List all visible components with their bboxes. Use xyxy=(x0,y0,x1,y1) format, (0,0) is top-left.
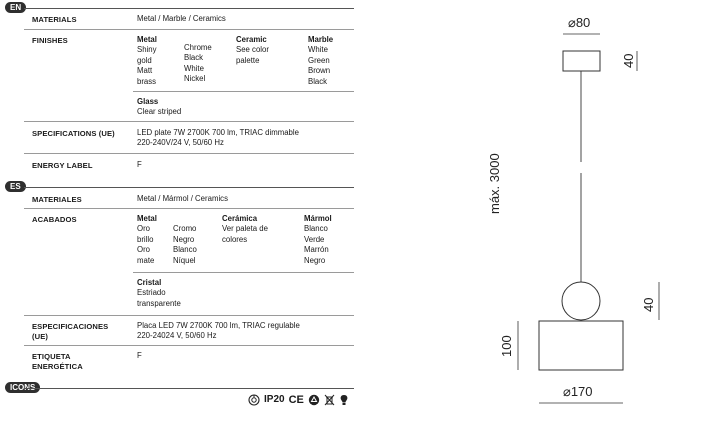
finish-marble-heading: Marble xyxy=(308,35,334,44)
finish-metal-group xyxy=(137,214,157,266)
finish-ceramic-heading: Ceramic xyxy=(236,35,267,44)
finish-item: brillo xyxy=(137,234,154,244)
finishes-label: FINISHES xyxy=(32,36,68,45)
finish-item: Brown xyxy=(308,66,331,76)
finish-metal-heading: Metal xyxy=(137,35,157,44)
finish-item: Negro xyxy=(173,234,195,244)
language-tag-en: EN xyxy=(5,2,26,13)
finish-marble-group xyxy=(308,35,333,87)
divider xyxy=(133,272,354,273)
finish-glass-heading: Glass xyxy=(137,97,159,106)
specs-label: SPECIFICATIONS (UE) xyxy=(32,129,115,138)
divider xyxy=(24,29,354,30)
cable-length-label: máx. 3000 xyxy=(487,153,502,214)
finish-item: mate xyxy=(137,255,155,265)
ce-mark-icon: CE xyxy=(288,394,304,406)
materiales-value: Metal / Mármol / Ceramics xyxy=(137,194,228,203)
shade-height-label: 100 xyxy=(499,335,514,357)
finish-glass-group xyxy=(137,97,181,118)
specs-line: 220-240V/24 V, 50/60 Hz xyxy=(137,138,224,148)
finish-item: White xyxy=(184,63,204,73)
specs-value xyxy=(137,321,300,342)
divider xyxy=(24,8,354,9)
finish-item: Negro xyxy=(304,255,326,265)
divider xyxy=(24,315,354,316)
language-tag-es: ES xyxy=(5,181,26,192)
specs-value xyxy=(137,128,299,149)
finish-marble-heading: Mármol xyxy=(304,214,332,223)
finish-metal-group xyxy=(137,35,157,87)
finish-item: palette xyxy=(236,55,260,65)
divider xyxy=(24,187,354,188)
finish-item: Estriado xyxy=(137,288,166,298)
finish-item: Blanco xyxy=(173,245,197,255)
finish-item: gold xyxy=(137,55,152,65)
finish-item: brass xyxy=(137,76,157,86)
label-line: ESPECIFICACIONES xyxy=(32,322,109,331)
especificaciones-label xyxy=(32,322,108,341)
specs-line: 220-24024 V, 50/60 Hz xyxy=(137,331,217,341)
marble-sphere xyxy=(562,282,600,320)
label-line: ETIQUETA xyxy=(32,352,71,361)
finish-item: Chrome xyxy=(184,43,212,52)
certification-icons xyxy=(248,394,349,406)
finish-item: Cromo xyxy=(173,224,197,234)
finish-item: Blanco xyxy=(304,224,328,234)
etiqueta-label xyxy=(32,352,83,371)
shade-diameter-label: ⌀170 xyxy=(563,384,593,399)
finish-item: Ver paleta de xyxy=(222,224,268,234)
finish-item: Oro xyxy=(137,245,150,255)
finish-item: transparente xyxy=(137,298,181,308)
finish-ceramic-heading: Cerámica xyxy=(222,214,258,223)
ip20-icon: IP20 xyxy=(264,394,285,405)
finish-metal-col2 xyxy=(173,224,197,266)
finish-item: See color xyxy=(236,45,269,55)
label-line: (UE) xyxy=(32,331,49,341)
finish-item: Níquel xyxy=(173,255,196,265)
recycling-icon xyxy=(308,394,320,406)
canopy xyxy=(563,51,600,71)
sphere-height-label: 40 xyxy=(641,297,656,312)
finish-marble-group xyxy=(304,214,332,266)
specs-line: Placa LED 7W 2700K 700 lm, TRIAC regulable xyxy=(137,321,300,330)
finish-item: Matt xyxy=(137,66,153,76)
finish-glass-heading: Cristal xyxy=(137,278,162,287)
materiales-label: MATERIALES xyxy=(32,195,82,204)
lamp-shade xyxy=(539,321,623,370)
divider xyxy=(24,121,354,122)
finish-item: Marrón xyxy=(304,245,329,255)
finish-item: Black xyxy=(184,53,204,63)
finish-item: Verde xyxy=(304,234,325,244)
energy-value: F xyxy=(137,351,142,360)
finish-metal-col2 xyxy=(184,43,212,85)
finish-item: colores xyxy=(222,234,248,244)
weee-bin-icon xyxy=(324,394,335,406)
divider xyxy=(24,153,354,154)
energy-label: ENERGY LABEL xyxy=(32,161,93,170)
finish-glass-group xyxy=(137,278,181,309)
divider xyxy=(24,388,354,389)
finish-item: Black xyxy=(308,76,328,86)
finish-metal-heading: Metal xyxy=(137,214,157,223)
dimmable-icon xyxy=(248,394,260,406)
acabados-label: ACABADOS xyxy=(32,215,77,224)
finish-item: Oro xyxy=(137,224,150,234)
finish-item: Nickel xyxy=(184,74,206,84)
canopy-diameter-label: ⌀80 xyxy=(568,15,591,30)
divider xyxy=(133,91,354,92)
specs-line: LED plate 7W 2700K 700 lm, TRIAC dimmable xyxy=(137,128,299,137)
materials-value: Metal / Marble / Ceramics xyxy=(137,14,226,23)
materials-label: MATERIALS xyxy=(32,15,77,24)
divider xyxy=(24,345,354,346)
finish-item: Shiny xyxy=(137,45,157,55)
icons-tag: ICONS xyxy=(5,382,40,393)
canopy-height-label: 40 xyxy=(621,53,636,68)
finish-item: White xyxy=(308,45,328,55)
energy-value: F xyxy=(137,160,142,169)
label-line: ENERGÉTICA xyxy=(32,361,83,371)
divider xyxy=(24,208,354,209)
led-bulb-icon xyxy=(339,394,349,406)
finish-item: Clear striped xyxy=(137,107,182,117)
finish-ceramic-group xyxy=(222,214,268,245)
finish-ceramic-group xyxy=(236,35,269,66)
finish-item: Green xyxy=(308,55,330,65)
